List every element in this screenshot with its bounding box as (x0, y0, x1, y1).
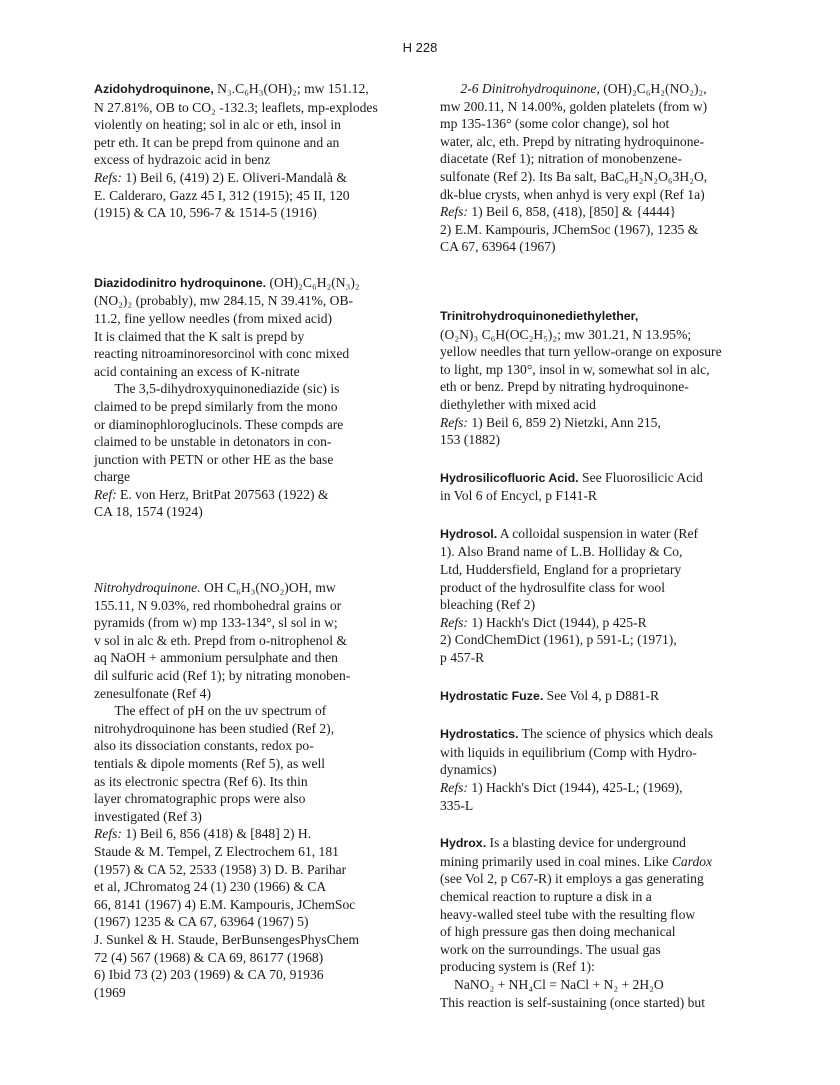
text-line: excess of hydrazoic acid in benz (94, 152, 271, 168)
text-line: zenesulfonate (Ref 4) (94, 685, 212, 701)
ref-line: 1) Beil 6, 858, (418), [850] & {4444} (467, 204, 677, 220)
text-line: 1). Also Brand name of L.B. Holliday & Co, (440, 544, 683, 560)
text-line: product of the hydrosulfite class for wool (440, 579, 666, 595)
refs-label: Ref: (94, 486, 117, 502)
refs-label: Refs: (440, 414, 468, 430)
entry-heading: Hydrosilicofluoric Acid. (440, 470, 579, 485)
text-line: mining primarily used in coal mines. Like (440, 853, 672, 869)
entry-azidohydroquinone (94, 80, 429, 222)
entry-hydrox (440, 834, 760, 1011)
text-line: dil sulfuric acid (Ref 1); by nitrating monoben- (94, 668, 351, 684)
text-line: pyramids (from w) mp 133-134°, sl sol in w; (94, 615, 338, 631)
ref-line: 1) Hackh's Dict (1944), 425-L; (1969), (467, 780, 683, 795)
entry-heading: Hydrox. (440, 836, 487, 851)
ref-line: 1) Beil 6, 856 (418) & [848] 2) H. (121, 826, 312, 842)
refs-label: Refs: (94, 826, 122, 842)
entry-heading: Hydrostatic Fuze. (440, 688, 544, 703)
ref-line: 6) Ibid 73 (2) 203 (1969) & CA 70, 91936 (94, 967, 324, 983)
text-line: mp 135-136° (some color change), sol hot (440, 116, 670, 132)
entry-nitrohydroquinone (94, 579, 429, 1001)
text-line: It is claimed that the K salt is prepd by (94, 328, 305, 344)
text-line: of high pressure gas then doing mechanical (440, 924, 676, 940)
text-line: dynamics) (440, 762, 497, 778)
text-line: yellow needles that turn yellow-orange on exposure (440, 344, 722, 360)
text-line: in Vol 6 of Encycl, p F141-R (440, 488, 597, 504)
ref-line: 72 (4) 567 (1968) & CA 69, 86177 (1968) (94, 949, 324, 965)
text-line: (NO₂)₂ (probably), mw 284.15, N 39.41%, OB- (94, 293, 354, 309)
left-column (94, 80, 429, 1001)
text-line: Ltd, Huddersfield, England for a proprietary (440, 562, 682, 578)
text-line: eth or benz. Prepd by nitrating hydroquinone- (440, 379, 689, 395)
text-line: as its electronic spectra (Ref 6). Its thin (94, 773, 308, 789)
page-number: H 228 (402, 40, 438, 55)
text-line: (OH)₂C₆H₂(NO₂)₂, (603, 81, 707, 96)
entry-dinitrohydroquinone (440, 80, 760, 256)
entry-hydrostatics (440, 725, 760, 814)
entry-heading: Azidohydroquinone, (94, 82, 214, 96)
text-line: dk-blue crysts, when anhyd is very expl (Ref 1a) (440, 186, 705, 202)
text-line: investigated (Ref 3) (94, 808, 202, 824)
refs-label: Refs: (440, 614, 468, 630)
ref-line: (1957) & CA 52, 2533 (1958) 3) D. B. Parihar (94, 861, 347, 877)
text-line: The 3,5-dihydroxyquinonediazide (sic) is (114, 381, 340, 397)
ref-line: J. Sunkel & H. Staude, BerBunsengesPhysChem (94, 931, 360, 947)
text-line: The effect of pH on the uv spectrum of (114, 703, 327, 719)
ref-line: CA 67, 63964 (1967) (440, 239, 556, 255)
ref-line: Staude & M. Tempel, Z Electrochem 61, 181 (94, 843, 339, 859)
ref-line: (1969 (94, 984, 126, 1000)
text-line: aq NaOH + ammonium persulphate and then (94, 650, 338, 666)
text-line: chemical reaction to rupture a disk in a (440, 888, 652, 904)
ref-line: 1) Beil 6, 859 2) Nietzki, Ann 215, (467, 414, 661, 430)
entry-trinitrohydroquinonediethylether (440, 308, 760, 449)
ref-line: 66, 8141 (1967) 4) E.M. Kampouris, JChemSoc (94, 896, 356, 912)
entry-diazidodinitro-hydroquinone (94, 274, 429, 521)
ref-line: 335-L (440, 797, 474, 813)
text-line: This reaction is self-sustaining (once started) but (440, 994, 706, 1010)
ref-line: (1967) 1235 & CA 67, 63964 (1967) 5) (94, 914, 309, 930)
text-line: The science of physics which deals (518, 726, 714, 742)
ref-line: 1) Beil 6, (419) 2) E. Oliveri-Mandalà & (121, 169, 347, 185)
text-line: water, alc, eth. Prepd by nitrating hydroquinone- (440, 133, 705, 149)
text-line: v sol in alc & eth. Prepd from o-nitrophenol & (94, 632, 347, 648)
text-line: claimed to be unstable in detonators in con- (94, 434, 332, 450)
text-line: junction with PETN or other HE as the base (94, 451, 334, 467)
text-line: (see Vol 2, p C67-R) it employs a gas generating (440, 871, 704, 887)
text-line: to light, mp 130°, insol in w, somewhat sol in alc, (440, 361, 710, 377)
text-line: producing system is (Ref 1): (440, 959, 595, 975)
entry-hydrosilicofluoric-acid (440, 469, 760, 505)
text-line: (OH)₂C₆H₂(N₃)₂ (269, 274, 360, 290)
ref-line: CA 18, 1574 (1924) (94, 504, 203, 520)
ref-line: 2) CondChemDict (1961), p 591-L; (1971), (440, 632, 677, 648)
text-line: (O₂N)₃ C₆H(OC₂H₅)₂; mw 301.21, N 13.95%; (440, 326, 692, 342)
text-line: Is a blasting device for underground (486, 835, 686, 851)
text-line: nitrohydroquinone has been studied (Ref 2), (94, 720, 335, 736)
text-line: OH C₆H₃(NO₂)OH, mw (204, 580, 336, 596)
entry-heading: Hydrosol. (440, 526, 498, 541)
text-line: 11.2, fine yellow needles (from mixed acid) (94, 310, 333, 326)
ref-line: E. Calderaro, Gazz 45 I, 312 (1915); 45 II, 120 (94, 187, 350, 203)
entry-heading: Diazidodinitro hydroquinone. (94, 275, 267, 290)
entry-heading: Trinitrohydroquinonediethylether, (440, 308, 639, 323)
text-line: work on the surroundings. The usual gas (440, 941, 661, 957)
ref-line: 153 (1882) (440, 432, 501, 448)
ref-line: p 457-R (440, 650, 485, 666)
text-line: A colloidal suspension in water (Ref (497, 525, 699, 541)
text-line: N 27.81%, OB to CO₂ -132.3; leaflets, mp-explodes (94, 99, 378, 115)
entry-hydrostatic-fuze (440, 687, 760, 706)
right-column (440, 80, 760, 1011)
text-line: with liquids in equilibrium (Comp with Hydro- (440, 744, 697, 760)
ref-line: (1915) & CA 10, 596-7 & 1514-5 (1916) (94, 205, 317, 221)
text-line: bleaching (Ref 2) (440, 597, 536, 613)
text-line: acid containing an excess of K-nitrate (94, 363, 300, 379)
text-line: petr eth. It can be prepd from quinone and an (94, 134, 340, 150)
text-line: diacetate (Ref 1); nitration of monobenzene- (440, 151, 682, 167)
refs-label: Refs: (94, 169, 122, 185)
text-line: also its dissociation constants, redox po- (94, 738, 314, 754)
ref-line: et al, JChromatog 24 (1) 230 (1966) & CA (94, 879, 327, 895)
entry-heading: Hydrostatics. (440, 727, 519, 742)
refs-label: Refs: (440, 780, 468, 795)
text-line: See Fluorosilicic Acid (578, 469, 703, 485)
cardox-term: Cardox (671, 853, 713, 869)
refs-label: Refs: (440, 204, 468, 220)
entry-heading: Nitrohydroquinone. (94, 580, 201, 596)
ref-line: 1) Hackh's Dict (1944), p 425-R (467, 614, 647, 630)
text-line: heavy-walled steel tube with the resulting flow (440, 906, 696, 922)
text-line: reacting nitroaminoresorcinol with conc mixed (94, 346, 350, 362)
text-line: mw 200.11, N 14.00%, golden platelets (from w) (440, 98, 708, 114)
ref-line: 2) E.M. Kampouris, JChemSoc (1967), 1235 & (440, 221, 699, 237)
text-line: charge (94, 469, 130, 485)
text-line: layer chromatographic props were also (94, 791, 306, 807)
text-line: tentials & dipole moments (Ref 5), as well (94, 756, 326, 771)
text-line: See Vol 4, p D881-R (543, 687, 660, 703)
text-line: diethylether with mixed acid (440, 396, 596, 412)
ref-line: E. von Herz, BritPat 207563 (1922) & (116, 486, 329, 502)
text-line: violently on heating; sol in alc or eth, insol in (94, 117, 341, 133)
text-line: 155.11, N 9.03%, red rhombohedral grains or (94, 597, 342, 613)
text-line: claimed to be prepd similarly from the mono (94, 398, 338, 414)
entry-heading: 2-6 Dinitrohydroquinone, (460, 81, 600, 96)
entry-hydrosol (440, 525, 760, 667)
text-line: or diaminophloroglucinols. These compds are (94, 416, 344, 432)
reaction-formula: NaNO₂ + NH₄Cl = NaCl + N₂ + 2H₂O (454, 976, 664, 992)
text-line: sulfonate (Ref 2). Its Ba salt, BaC₆H₂N₂O₆3H₂O, (440, 168, 708, 184)
text-line: N₃.C₆H₃(OH)₂; mw 151.12, (217, 81, 369, 96)
